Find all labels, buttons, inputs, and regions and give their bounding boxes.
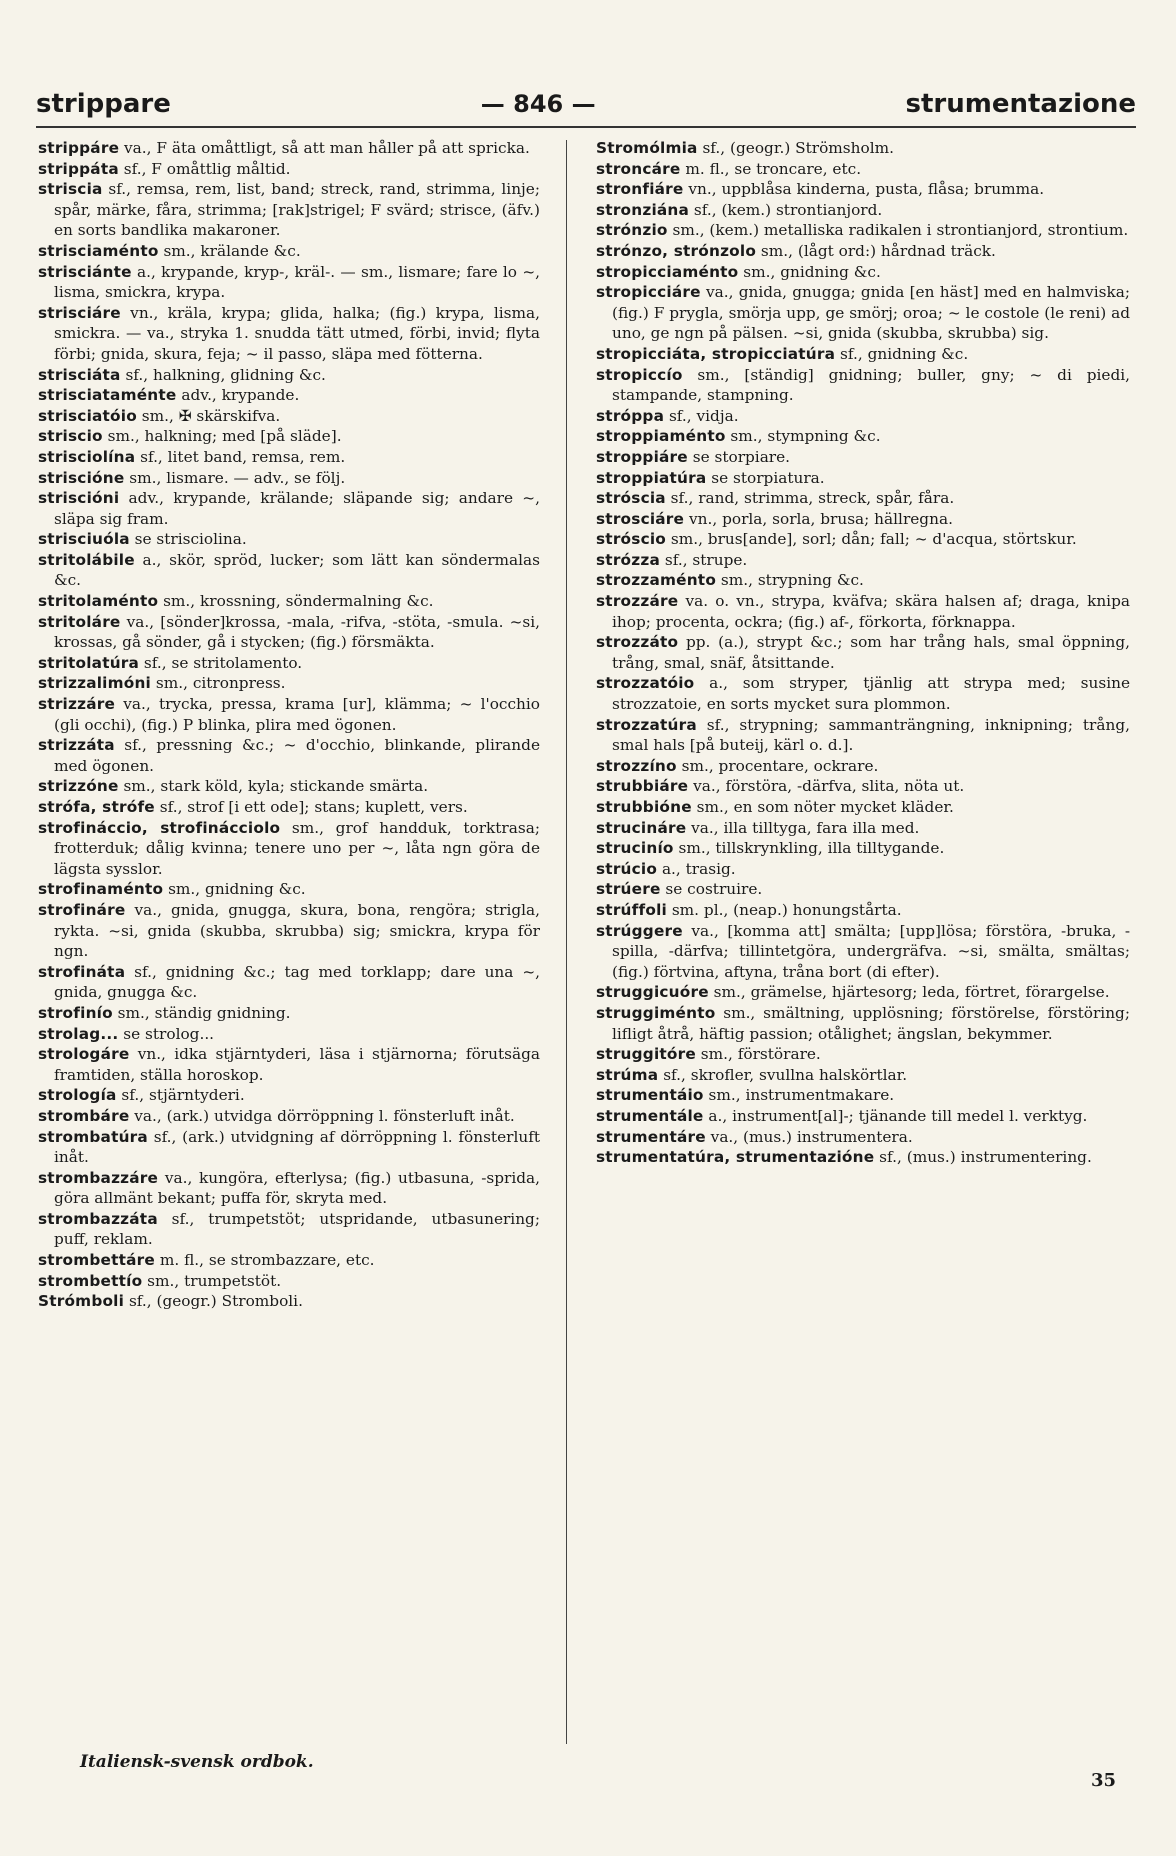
dictionary-entry [38,1024,540,1045]
dictionary-entry [596,406,1130,427]
dictionary-entry [38,1044,540,1085]
dictionary-entry [596,365,1130,406]
entry-headword: stróscio [596,530,666,549]
entry-definition: sm., gnidning &c. [738,262,881,281]
entry-definition: a., som stryper, tjänlig att strypa med; susine strozzatoie, en sorts mycket sura plommon. [612,674,1130,714]
entry-headword: strubbióne [596,798,692,816]
entry-definition: va., (mus.) instrumentera. [705,1127,913,1146]
entry-definition: sf., (geogr.) Stromboli. [124,1292,303,1311]
entry-headword: Stromólmia [596,139,698,157]
entry-headword: strónzo, strónzolo [596,241,757,260]
dictionary-entry [596,1065,1130,1086]
entry-headword: strombazzáta [38,1209,158,1228]
entry-definition: va., kungöra, efterlysa; (fig.) utbasuna, -sprida, göra allmänt bekant; puffa för, skryta med. [54,1168,540,1208]
dictionary-entry [596,509,1130,530]
dictionary-entry [38,262,540,303]
dictionary-entry [38,591,540,612]
entry-headword: strozzatúra [596,715,697,734]
dictionary-entry [38,879,540,900]
dictionary-entry [38,1168,540,1209]
entry-definition: va., förstöra, -därfva, slita, nöta ut. [688,777,965,796]
dictionary-entry [38,673,540,694]
entry-definition: sm., smältning, upplösning; förstörelse, förstöring; lifligt åtrå, häftig passion; otålighet; ängslan, bekymmer. [612,1003,1130,1043]
entry-headword: strozzíno [596,756,677,775]
entry-headword: strumentáio [596,1086,704,1105]
entry-definition: adv., krypande, krälande; släpande sig; andare ~, släpa sig fram. [54,489,540,528]
footer-title: Italiensk-svensk ordbok. [80,1752,314,1772]
right-column [596,138,1130,1736]
entry-definition: va., (ark.) utvidga dörröppning l. fönsterluft inåt. [129,1106,515,1125]
entry-headword: struggiménto [596,1003,716,1022]
entry-headword: strozzáre [596,592,679,611]
entry-headword: strología [38,1086,117,1105]
entry-definition: sm., strypning &c. [716,571,864,590]
entry-headword: strucinío [596,839,674,858]
dictionary-entry [596,797,1130,818]
dictionary-entry [38,303,540,365]
entry-headword: strózza [596,550,660,569]
dictionary-entry [596,776,1130,797]
entry-definition: sm., trumpetstöt. [142,1271,282,1290]
entry-definition: va. o. vn., strypa, kväfva; skära halsen af; draga, knipa ihop; procenta, ockra; (fig.) af-, förkorta, förknappa. [612,592,1130,631]
entry-headword: strumentáre [596,1127,706,1146]
entry-headword: strizzáta [38,736,115,755]
entry-definition: sm., stympning &c. [725,427,881,446]
entry-headword: Strómboli [38,1292,125,1311]
entry-definition: vn., idka stjärntyderi, läsa i stjärnorna; förutsäga framtiden, ställa horoskop. [54,1045,540,1084]
entry-headword: strozzaménto [596,571,717,590]
entry-headword: striscia [38,180,103,199]
dictionary-entry [38,797,540,818]
entry-definition: sf., F omåttlig måltid. [118,159,291,178]
entry-definition: sm., grämelse, hjärtesorg; leda, förtret, förargelse. [708,983,1110,1002]
left-column [38,138,540,1736]
entry-definition: vn., porla, sorla, brusa; hällregna. [684,509,953,528]
dictionary-entry [38,241,540,262]
entry-definition: va., [sönder]krossa, -mala, -rifva, -stöta, -smula. ~si, krossas, gå sönder, gå i stycken; (fig.) försmäkta. [54,612,540,652]
dictionary-entry [596,282,1130,344]
dictionary-entry [596,673,1130,714]
entry-definition: sm., (lågt ord:) hårdnad träck. [756,241,996,260]
entry-headword: strisciánte [38,262,132,281]
dictionary-entry [38,612,540,653]
entry-headword: stritolábile [38,550,135,569]
entry-headword: strizzáre [38,695,116,714]
entry-headword: strónzio [596,221,668,240]
entry-headword: stropiccío [596,365,683,384]
entry-headword: strozzatóio [596,674,695,693]
entry-definition: sm., halkning; med [på släde]. [102,427,342,446]
entry-definition: a., krypande, kryp-, kräl-. — sm., lismare; fare lo ~, lisma, smickra, krypa. [54,262,540,302]
entry-headword: stroppiaménto [596,427,726,446]
dictionary-entry [38,138,540,159]
entry-definition: m. fl., se troncare, etc. [680,159,862,178]
entry-definition: sf., (kem.) strontianjord. [689,200,883,219]
entry-headword: stroppiáre [596,447,688,466]
dictionary-entry [596,550,1130,571]
dictionary-entry [38,1209,540,1250]
entry-headword: stritoláre [38,612,121,631]
dictionary-entry [38,447,540,468]
entry-definition: sf., skrofler, svullna halskörtlar. [658,1065,908,1084]
dictionary-entry [596,344,1130,365]
entry-definition: sm., krossning, söndermalning &c. [158,592,434,611]
entry-headword: strizzalimóni [38,674,152,693]
entry-headword: striscióne [38,468,125,487]
entry-definition: sf., (ark.) utvidgning af dörröppning l. fönsterluft inåt. [54,1127,540,1167]
dictionary-entry [596,838,1130,859]
dictionary-entry [596,200,1130,221]
entry-headword: strúma [596,1065,659,1084]
entry-definition: sf., litet band, remsa, rem. [135,447,346,466]
entry-definition: se storpiare. [687,447,791,466]
dictionary-entry [38,962,540,1003]
entry-definition: sm. pl., (neap.) honungstårta. [666,900,902,919]
entry-definition: sf., rand, strimma, streck, spår, fåra. [665,489,955,508]
entry-headword: strombatúra [38,1127,148,1146]
dictionary-entry [38,900,540,962]
entry-headword: stróscia [596,489,666,508]
dictionary-entry [38,776,540,797]
entry-headword: strófa, strófe [38,798,155,816]
dictionary-entry [38,1127,540,1168]
entry-definition: sm., brus[ande], sorl; dån; fall; ~ d'acqua, störtskur. [666,530,1077,549]
entry-headword: striscio [38,427,103,446]
entry-headword: stroncáre [596,159,681,178]
dictionary-entry [596,1044,1130,1065]
entry-headword: strizzóne [38,777,119,796]
dictionary-entry [596,756,1130,777]
entry-headword: strofinaménto [38,880,164,899]
entry-headword: strisciolína [38,447,136,466]
entry-headword: strofináccio, strofinácciolo [38,818,281,837]
dictionary-entry [38,468,540,489]
entry-headword: struggicuóre [596,983,709,1002]
header-left-guideword: strippare [36,89,171,119]
entry-headword: stropicciaménto [596,262,739,281]
entry-headword: strofinío [38,1003,113,1022]
dictionary-entry [596,426,1130,447]
entry-definition: sf., strof [i ett ode]; stans; kuplett, vers. [154,798,468,816]
entry-definition: va., gnida, gnugga; gnida [en häst] med en halmviska; (fig.) F prygla, smörja upp, ge smörj; oroa; ~ le costole (le reni) ad uno, ge ngn på pälsen. ~si, gnida (skubba, skrubba) sig. [612,283,1130,343]
entry-headword: strisciaménto [38,241,159,260]
dictionary-entry [38,179,540,241]
entry-definition: sm., procentare, ockrare. [676,756,879,775]
dictionary-entry [38,735,540,776]
signature-mark: 35 [1090,1770,1116,1791]
dictionary-entry [38,818,540,880]
entry-definition: sf., vidja. [664,406,739,425]
entry-definition: va., gnida, gnugga, skura, bona, rengöra; strigla, rykta. ~si, gnida (skubba, skrubba) sig; smickra, krypa för ngn. [54,900,540,961]
dictionary-entry [596,982,1130,1003]
header-rule [36,126,1136,128]
dictionary-entry [38,365,540,386]
dictionary-entry [596,818,1130,839]
dictionary-entry [38,406,540,427]
dictionary-entry [596,1003,1130,1044]
dictionary-entry [596,570,1130,591]
entry-headword: stritolatúra [38,653,140,672]
entry-headword: strúffoli [596,900,667,919]
entry-headword: strisciáta [38,365,121,384]
entry-definition: vn., uppblåsa kinderna, pusta, flåsa; brumma. [683,180,1045,199]
entry-headword: strisciuóla [38,530,130,549]
dictionary-entry [38,426,540,447]
entry-headword: stroppiatúra [596,468,707,487]
entry-headword: strúere [596,880,661,899]
entry-headword: strologáre [38,1045,130,1064]
column-divider [566,140,567,1744]
entry-definition: sm., stark köld, kyla; stickande smärta. [118,777,429,796]
entry-definition: sf., (mus.) instrumentering. [874,1148,1092,1167]
entry-headword: strolag... [38,1024,119,1043]
entry-definition: va., [komma att] smälta; [upp]lösa; förstöra, -bruka, -spilla, -därfva; tillintetgöra, undergräfva. ~si, smälta, smältas; (fig.) förtvina, aftyna, tråna bort (di efter). [612,921,1130,981]
dictionary-entry [38,1250,540,1271]
entry-headword: stróppa [596,406,665,425]
dictionary-entry [596,879,1130,900]
entry-definition: a., trasig. [657,859,736,878]
entry-headword: strisciáre [38,303,121,322]
dictionary-entry [596,179,1130,200]
entry-headword: strofináre [38,900,126,919]
entry-definition: se costruire. [660,880,763,899]
entry-headword: strosciáre [596,509,685,528]
entry-headword: strúggere [596,921,683,940]
dictionary-entry [596,900,1130,921]
entry-definition: va., illa tilltyga, fara illa med. [686,818,920,837]
entry-definition: va., trycka, pressa, krama [ur], klämma; ~ l'occhio (gli occhi), (fig.) P blinka, plira med ögonen. [54,695,540,734]
entry-headword: strúcio [596,859,658,878]
entry-definition: sm., (kem.) metalliska radikalen i strontianjord, strontium. [667,221,1129,240]
entry-headword: strombettáre [38,1251,155,1270]
entry-definition: sm., tillskrynkling, illa tilltygande. [673,839,945,858]
entry-definition: a., instrument[al]-; tjänande till medel l. verktyg. [703,1106,1088,1125]
entry-headword: strumentatúra, strumentazióne [596,1148,875,1167]
entry-definition: sf., (geogr.) Strömsholm. [697,139,894,157]
dictionary-entry [38,488,540,529]
entry-definition: sm., en som nöter mycket kläder. [691,798,954,816]
entry-definition: sm., citronpress. [151,674,286,693]
entry-definition: vn., kräla, krypa; glida, halka; (fig.) krypa, lisma, smickra. — va., stryka 1. snudda tätt utmed, förbi, invid; flyta förbi; gnida, skura, feja; ~ il passo, släpa med fötterna. [54,303,540,363]
dictionary-entry [596,859,1130,880]
dictionary-entry [596,138,1130,159]
entry-headword: strisciataménte [38,386,177,405]
entry-definition: sm., lismare. — adv., se följ. [124,468,346,487]
entry-headword: stropicciáta, stropicciatúra [596,344,836,363]
entry-definition: a., skör, spröd, lucker; som lätt kan söndermalas &c. [54,550,540,590]
dictionary-entry [38,1271,540,1292]
entry-definition: sf., remsa, rem, list, band; streck, rand, strimma, linje; spår, märke, fåra, strimma; [rak]strigel; F svärd; strisce, (äfv.) en sorts bandlika makaroner. [54,180,540,240]
dictionary-entry [596,591,1130,632]
dictionary-entry [38,550,540,591]
entry-headword: strisciatóio [38,406,137,425]
entry-definition: sf., trumpetstöt; utspridande, utbasunering; puff, reklam. [54,1209,540,1249]
entry-definition: sf., strypning; sammanträngning, inknipning; trång, smal hals [på buteij, kärl o. d.]. [612,715,1130,755]
entry-definition: sm., ständig gnidning. [112,1003,291,1022]
dictionary-entry [596,921,1130,983]
dictionary-entry [596,262,1130,283]
dictionary-entry [596,488,1130,509]
entry-definition: sf., se stritolamento. [139,653,303,672]
entry-definition: sm., ✠ skärskifva. [136,406,281,425]
entry-headword: strofináta [38,962,126,981]
entry-headword: strozzáto [596,633,679,652]
dictionary-entry [596,1147,1130,1168]
dictionary-entry [38,529,540,550]
entry-headword: strombáre [38,1106,130,1125]
entry-definition: sm., instrumentmakare. [703,1086,895,1105]
dictionary-entry [596,632,1130,673]
dictionary-entry [38,1003,540,1024]
entry-headword: strucináre [596,818,687,837]
dictionary-entry [38,653,540,674]
entry-headword: strippáta [38,159,119,178]
entry-headword: stronfiáre [596,180,684,199]
entry-definition: se storpiatura. [706,468,825,487]
dictionary-entry [596,529,1130,550]
entry-definition: se strolog... [118,1024,215,1043]
entry-definition: se strisciolina. [129,530,247,549]
header-right-guideword: strumentazione [905,89,1136,119]
dictionary-entry [38,1106,540,1127]
entry-headword: stronziána [596,200,690,219]
dictionary-entry [38,385,540,406]
entry-definition: sf., strupe. [660,550,748,569]
entry-headword: struggitóre [596,1045,696,1064]
dictionary-entry [596,1085,1130,1106]
dictionary-entry [38,694,540,735]
entry-definition: sf., halkning, glidning &c. [120,365,326,384]
dictionary-entry [596,1127,1130,1148]
dictionary-entry [596,715,1130,756]
page-number: — 846 — [480,90,596,118]
entry-headword: stritolaménto [38,592,159,611]
entry-definition: sm., förstörare. [695,1045,821,1064]
page-header [36,84,1136,124]
entry-headword: strombettío [38,1271,143,1290]
entry-headword: strippáre [38,139,120,157]
entry-headword: strombazzáre [38,1168,159,1187]
entry-definition: sf., gnidning &c.; tag med torklapp; dare una ~, gnida, gnugga &c. [54,962,540,1002]
entry-definition: va., F äta omåttligt, så att man håller på att spricka. [119,139,530,157]
dictionary-entry [596,241,1130,262]
entry-definition: pp. (a.), strypt &c.; som har trång hals, smal öppning, trång, smal, snäf, åtsittande. [612,633,1130,672]
entry-definition: sm., krälande &c. [158,241,301,260]
entry-definition: adv., krypande. [176,386,300,405]
dictionary-entry [596,1106,1130,1127]
entry-definition: sm., [ständig] gnidning; buller, gny; ~ di piedi, stampande, stampning. [612,365,1130,405]
entry-headword: striscióni [38,489,120,508]
entry-definition: sf., gnidning &c. [835,344,969,363]
entry-headword: strubbiáre [596,777,689,796]
entry-definition: sm., grof handduk, torktrasa; frotterduk; dålig kvinna; tenere uno per ~, låta ngn göra de lägsta sysslor. [54,818,540,878]
entry-definition: m. fl., se strombazzare, etc. [155,1251,375,1270]
entry-definition: sf., stjärntyderi. [116,1086,245,1105]
dictionary-entry [38,1085,540,1106]
dictionary-entry [596,159,1130,180]
entry-headword: stropicciáre [596,283,701,302]
entry-definition: sm., gnidning &c. [163,880,306,899]
dictionary-entry [596,468,1130,489]
entry-headword: strumentále [596,1106,704,1125]
entry-definition: sf., pressning &c.; ~ d'occhio, blinkande, plirande med ögonen. [54,736,540,775]
dictionary-entry [38,1291,540,1312]
dictionary-entry [596,220,1130,241]
dictionary-entry [38,159,540,180]
dictionary-entry [596,447,1130,468]
